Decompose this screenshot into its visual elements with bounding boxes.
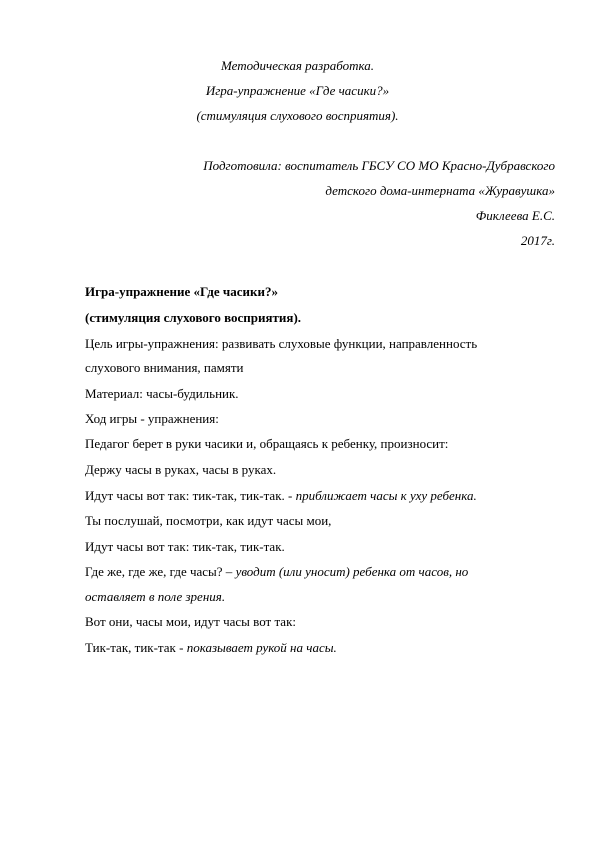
verse-line-5: [85, 564, 468, 580]
intro-line: Педагог берет в руки часики и, обращаясь к ребенку, произносит:: [85, 436, 449, 451]
body-title-1: Игра-упражнение «Где часики?»: [85, 284, 278, 299]
verse-line-5-text: Где же, где же, где часы? –: [85, 564, 236, 579]
author-line-3: Фиклеева Е.С.: [475, 208, 555, 223]
verse-line-2-text: Идут часы вот так: тик-так, тик-так. -: [85, 488, 296, 503]
goal-line-2: слухового внимания, памяти: [85, 360, 244, 375]
verse-line-5-action: уводит (или уносит) ребенка от часов, но: [235, 564, 469, 579]
author-line-1: Подготовила: воспитатель ГБСУ СО МО Красно-Дубравского: [203, 158, 555, 173]
verse-line-7: [85, 640, 337, 656]
verse-line-7-action: показывает рукой на часы.: [186, 640, 337, 655]
header-line-2: Игра-упражнение «Где часики?»: [205, 83, 390, 98]
verse-line-7-text: Тик-так, тик-так -: [85, 640, 187, 655]
verse-line-1: Держу часы в руках, часы в руках.: [85, 462, 277, 477]
verse-line-2-action: приближает часы к уху ребенка.: [295, 488, 477, 503]
verse-line-2: [85, 488, 477, 504]
verse-line-5-continued: оставляет в поле зрения.: [85, 589, 226, 604]
course-line: Ход игры - упражнения:: [85, 411, 219, 426]
verse-line-6: Вот они, часы мои, идут часы вот так:: [85, 614, 297, 629]
header-line-1: Методическая разработка.: [221, 58, 374, 73]
goal-line-1: Цель игры-упражнения: развивать слуховые функции, направленность: [85, 336, 478, 351]
material-line: Материал: часы-будильник.: [85, 386, 239, 401]
verse-line-4: Идут часы вот так: тик-так, тик-так.: [85, 539, 285, 554]
verse-line-3: Ты послушай, посмотри, как идут часы мои,: [85, 513, 332, 528]
author-line-2: детского дома-интерната «Журавушка»: [325, 183, 555, 198]
header-line-3: (стимуляция слухового восприятия).: [196, 108, 399, 123]
year: 2017г.: [520, 233, 555, 248]
body-title-2: (стимуляция слухового восприятия).: [85, 310, 302, 325]
